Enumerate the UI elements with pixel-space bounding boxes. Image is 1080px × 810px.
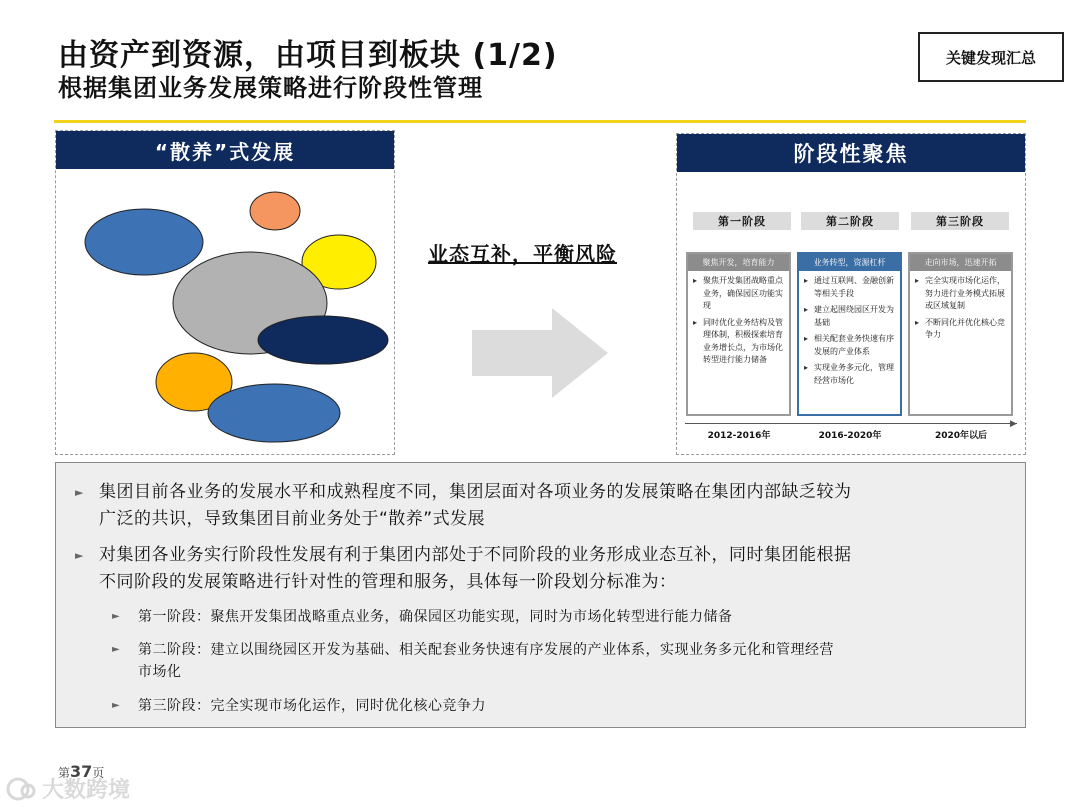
phased-focus-panel [676, 133, 1026, 455]
sub-bullet-stage-3-text: 第三阶段：完全实现市场化运作，同时优化核心竞争力 [138, 698, 486, 714]
watermark [6, 773, 130, 804]
stage-2-point: ▸ 通过互联网、金融创新等相关手段 [814, 275, 896, 300]
stage-1-point: ▸ 聚焦开发集团战略重点业务，确保园区功能实现 [703, 275, 785, 313]
bullet-2 [75, 542, 852, 596]
bullet-2-line-1: 对集团各业务实行阶段性发展有利于集团内部处于不同阶段的业务形成业态互补，同时集团能根据 [99, 545, 852, 565]
circle-blue-1 [85, 209, 203, 275]
stage-2-point: ▸ 相关配套业务快速有序发展的产业体系 [814, 333, 896, 358]
timeline-axis [685, 423, 1017, 424]
watermark-text: 大数跨境 [42, 778, 131, 803]
stage-1-bar: 聚焦开发，培育能力 [688, 254, 789, 271]
stage-2-header: 第二阶段 [801, 212, 899, 230]
stage-1-year: 2012-2016年 [707, 431, 771, 441]
stage-3-box [908, 252, 1013, 416]
bullet-arrow-icon: ► [75, 486, 84, 499]
stage-1-header: 第一阶段 [693, 212, 791, 230]
circle-blue-2 [208, 384, 340, 442]
page-number: 第37页 [58, 762, 105, 781]
bullet-1 [75, 479, 852, 533]
scattered-development-panel [55, 130, 395, 455]
stage-1-point: ▸ 同时优化业务结构及管理体制，积极探索培育业务增长点，为市场化转型进行能力储备 [703, 317, 785, 367]
circle-orange-1 [250, 192, 300, 230]
header-divider [54, 120, 1026, 123]
stage-2-box [797, 252, 902, 416]
stage-3-year: 2020年以后 [934, 431, 988, 441]
sub-bullet-stage-1 [112, 606, 733, 628]
sub-bullet-stage-2-line-2: 市场化 [138, 664, 182, 680]
page-subtitle: 根据集团业务发展策略进行阶段性管理 [58, 74, 483, 102]
phased-focus-title: 阶段性聚焦 [677, 134, 1025, 172]
stage-2-year: 2016-2020年 [818, 431, 882, 441]
bullet-1-line-1: 集团目前各业务的发展水平和成熟程度不同，集团层面对各项业务的发展策略在集团内部缺乏较为 [99, 482, 852, 502]
bullet-2-line-2: 不同阶段的发展策略进行针对性的管理和服务，具体每一阶段划分标准为： [99, 572, 677, 592]
stage-3-point: ▸ 不断同化并优化核心竞争力 [925, 317, 1007, 342]
key-findings-tag: 关键发现汇总 [918, 32, 1064, 82]
sub-bullet-arrow-icon: ► [112, 644, 121, 655]
stage-1-box [686, 252, 791, 416]
bullet-arrow-icon: ► [75, 549, 84, 562]
bullet-1-line-2: 广泛的共识，导致集团目前业务处于“散养”式发展 [99, 509, 486, 529]
right-arrow-icon [472, 308, 610, 398]
sub-bullet-arrow-icon: ► [112, 700, 121, 711]
sub-bullet-stage-2 [112, 639, 834, 683]
circle-navy [258, 316, 388, 364]
page-title: 由资产到资源，由项目到板块 (1/2) [58, 38, 558, 73]
timeline-arrow-icon: ▶ [1010, 419, 1017, 429]
stage-2-bar: 业务转型，资源杠杆 [799, 254, 900, 271]
complementary-label: 业态互补，平衡风险 [428, 242, 617, 266]
stage-2-point: ▸ 实现业务多元化，管理经营市场化 [814, 362, 896, 387]
sub-bullet-arrow-icon: ► [112, 611, 121, 622]
stage-3-point: ▸ 完全实现市场化运作，努力进行业务模式拓展或区域复制 [925, 275, 1007, 313]
watermark-logo-icon [6, 777, 36, 801]
business-circles-illustration [56, 169, 394, 454]
sub-bullet-stage-1-text: 第一阶段：聚焦开发集团战略重点业务，确保园区功能实现，同时为市场化转型进行能力储备 [138, 609, 733, 625]
summary-textbox [55, 462, 1026, 728]
sub-bullet-stage-3 [112, 695, 486, 717]
stage-3-bar: 走向市场，迅速开拓 [910, 254, 1011, 271]
scattered-development-title: “散养”式发展 [56, 131, 394, 169]
sub-bullet-stage-2-line-1: 第二阶段：建立以围绕园区开发为基础、相关配套业务快速有序发展的产业体系，实现业务多元化和管理经营 [138, 642, 834, 658]
stage-3-header: 第三阶段 [911, 212, 1009, 230]
stage-2-point: ▸ 建立起围绕园区开发为基础 [814, 304, 896, 329]
